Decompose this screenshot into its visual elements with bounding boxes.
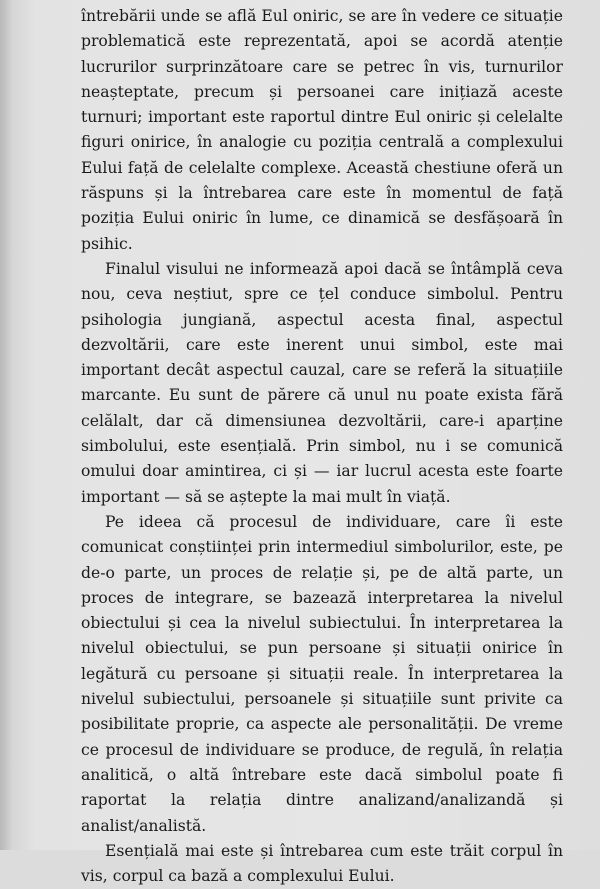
page-gutter-shadow	[0, 0, 12, 850]
paragraph-2: Finalul visului ne informează apoi dacă se întâmplă ceva nou, ceva neștiut, spre ce țel conduce simbolul. Pentru psihologia jungiană, aspectul acesta final, aspectul dezvoltării, care este inerent unui simbol, este mai important decât aspectul cauzal, care se referă la situațiile marcante. Eu sunt de părere că unul nu poate exista fără celălalt, dar că dimensiunea dezvoltării, care-i aparține simbolului, este esențială. Prin simbol, nu i se comunică omului doar amintirea, ci și — iar lucrul acesta este foarte important — să se aștepte la mai mult în viață.	[81, 259, 563, 506]
body-text	[81, 4, 563, 889]
paragraph-3: Pe ideea că procesul de individuare, care îi este comunicat conștiinței prin intermediul simbolurilor, este, pe de-o parte, un proces de relație și, pe de altă parte, un proces de integrare, se bazează interpretarea la nivelul obiectului și cea la nivelul subiectului. În interpretarea la nivelul obiectului, se pun persoane și situații onirice în legătură cu persoane și situații reale. În interpretarea la nivelul subiectului, persoanele și situațiile sunt privite ca posibilitate proprie, ca aspecte ale personalității. De vreme ce procesul de individuare se produce, de regulă, în relația analitică, o altă întrebare este dacă simbolul poate fi raportat la relația dintre analizand/analizandă și analist/analistă.	[81, 512, 563, 835]
paragraph-1: întrebării unde se află Eul oniric, se are în vedere ce situație problematică este reprezentată, apoi se acordă atenție lucrurilor surprinzătoare care se petrec în vis, turnurilor neașteptate, precum și persoanei care inițiază aceste turnuri; important este raportul dintre Eul oniric și celelalte figuri onirice, în analogie cu poziția centrală a complexului Eului față de celelalte complexe. Această chestiune oferă un răspuns și la întrebarea care este în momentul de față poziția Eului oniric în lume, ce dinamică se desfășoară în psihic.	[81, 7, 563, 253]
paragraph-4: Esențială mai este și întrebarea cum este trăit corpul în vis, corpul ca bază a complexului Eului.	[81, 841, 563, 886]
